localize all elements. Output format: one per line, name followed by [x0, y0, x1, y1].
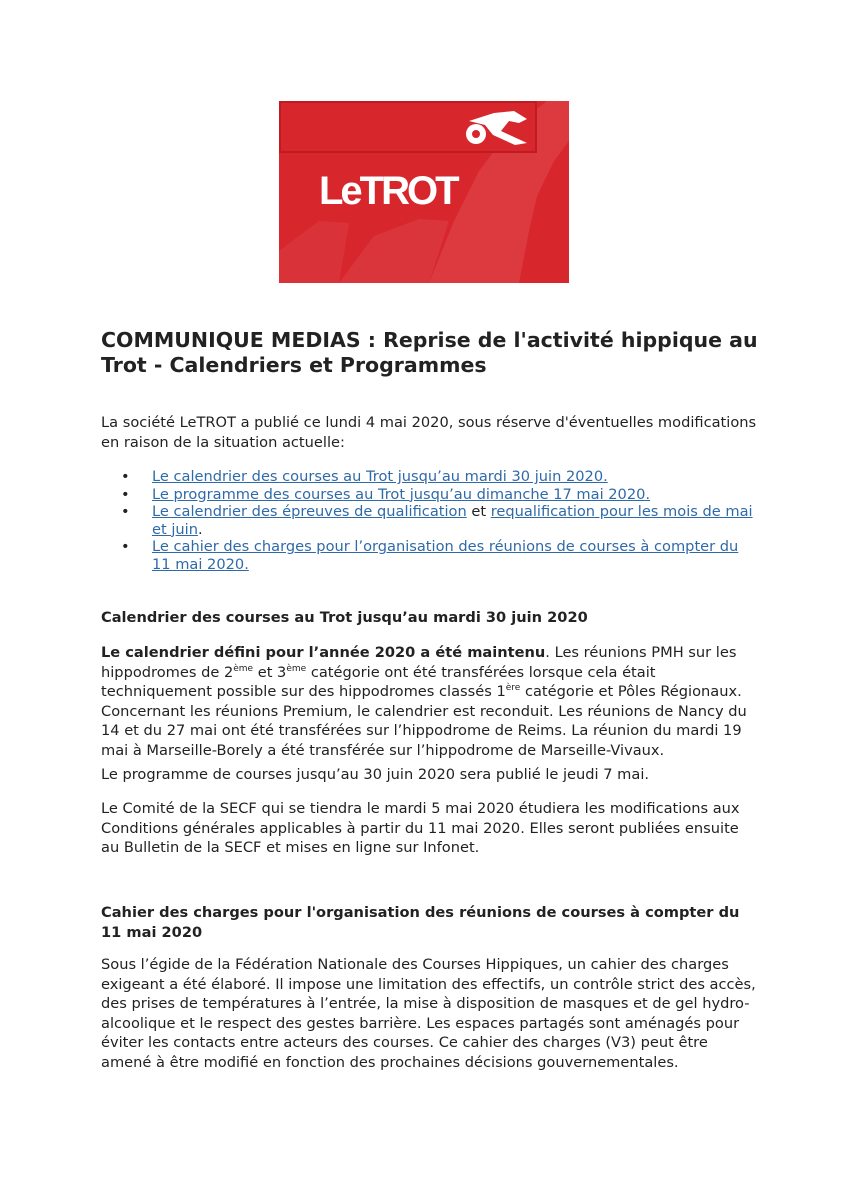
- link-requalification[interactable]: requalification pour les mois de mai et juin: [152, 503, 753, 538]
- section1-paragraph2: Le programme de courses jusqu’au 30 juin 2020 sera publié le jeudi 7 mai.: [101, 766, 650, 783]
- link-qualification-calendar[interactable]: Le calendrier des épreuves de qualification: [152, 503, 467, 520]
- superscript: ère: [505, 683, 521, 693]
- list-item: [101, 503, 761, 538]
- list-item: [101, 538, 761, 573]
- section1-lead: Le calendrier défini pour l’année 2020 a été maintenu: [101, 644, 546, 661]
- superscript: ème: [233, 663, 254, 674]
- link-cahier-des-charges[interactable]: Le cahier des charges pour l’organisation des réunions de courses à compter du 11 mai 2020.: [152, 538, 739, 573]
- section1-heading: Calendrier des courses au Trot jusqu’au mardi 30 juin 2020: [101, 609, 588, 626]
- superscript: ème: [286, 663, 307, 674]
- section2-heading: Cahier des charges pour l'organisation des réunions de courses à compter du 11 mai 2020: [101, 904, 740, 941]
- section1-text-d: catégorie et Pôles Régionaux. Concernant les réunions Premium, le calendrier est reconduit. Les réunions de Nancy du 14 et du 27 mai ont été transférées sur l’hippodrome de Reims. La réunion du mardi 19 mai à Marseille-Borely a été transférée sur l’hippodrome de Marseille-Vivaux.: [101, 683, 747, 759]
- logo-text: LeTROT: [319, 169, 457, 213]
- intro-paragraph: La société LeTROT a publié ce lundi 4 mai 2020, sous réserve d'éventuelles modifications en raison de la situation actuelle:: [101, 414, 757, 451]
- letrot-logo: [279, 101, 569, 283]
- link-program-trot[interactable]: Le programme des courses au Trot jusqu’au dimanche 17 mai 2020.: [152, 485, 651, 503]
- list-item: [101, 486, 761, 504]
- section1-paragraph1: [101, 643, 761, 760]
- section1-text-b: et 3: [253, 663, 287, 681]
- section2-paragraph1: Sous l’égide de la Fédération Nationale des Courses Hippiques, un cahier des charges exigeant a été élaboré. Il impose une limitation des effectifs, un contrôle strict des accès, des prises de températures à l’entrée, la mise à disposition de masques et de gel hydro-alcoolique et le respect des gestes barrière. Les espaces partagés sont aménagés pour éviter les contacts entre acteurs des courses. Ce cahier des charges (V3) peut être amené à être modifié en fonction des prochaines décisions gouvernementales.: [101, 956, 756, 1071]
- section1-text-a: . Les réunions PMH sur les hippodromes de 2: [101, 644, 737, 681]
- page-title: COMMUNIQUE MEDIAS : Reprise de l'activité hippique au Trot - Calendriers et Programmes: [101, 328, 758, 377]
- section1-text-c: catégorie ont été transférées lorsque cela était techniquement possible sur des hippodromes classés 1: [101, 663, 656, 700]
- wordmark-box: [279, 101, 537, 153]
- link-connector: et: [466, 503, 491, 520]
- list-item: [101, 468, 761, 486]
- link-period: .: [197, 520, 203, 538]
- bullet-icon: •: [121, 485, 130, 503]
- link-calendar-trot[interactable]: Le calendrier des courses au Trot jusqu’au mardi 30 juin 2020.: [152, 468, 608, 485]
- section1-paragraph3: Le Comité de la SECF qui se tiendra le mardi 5 mai 2020 étudiera les modifications aux Conditions générales applicables à partir du 11 mai 2020. Elles seront publiées ensuite au Bulletin de la SECF et mises en ligne sur Infonet.: [101, 800, 740, 856]
- links-list: [101, 468, 761, 573]
- bullet-icon: •: [121, 503, 130, 520]
- bullet-icon: •: [121, 538, 130, 555]
- bullet-icon: •: [121, 468, 130, 485]
